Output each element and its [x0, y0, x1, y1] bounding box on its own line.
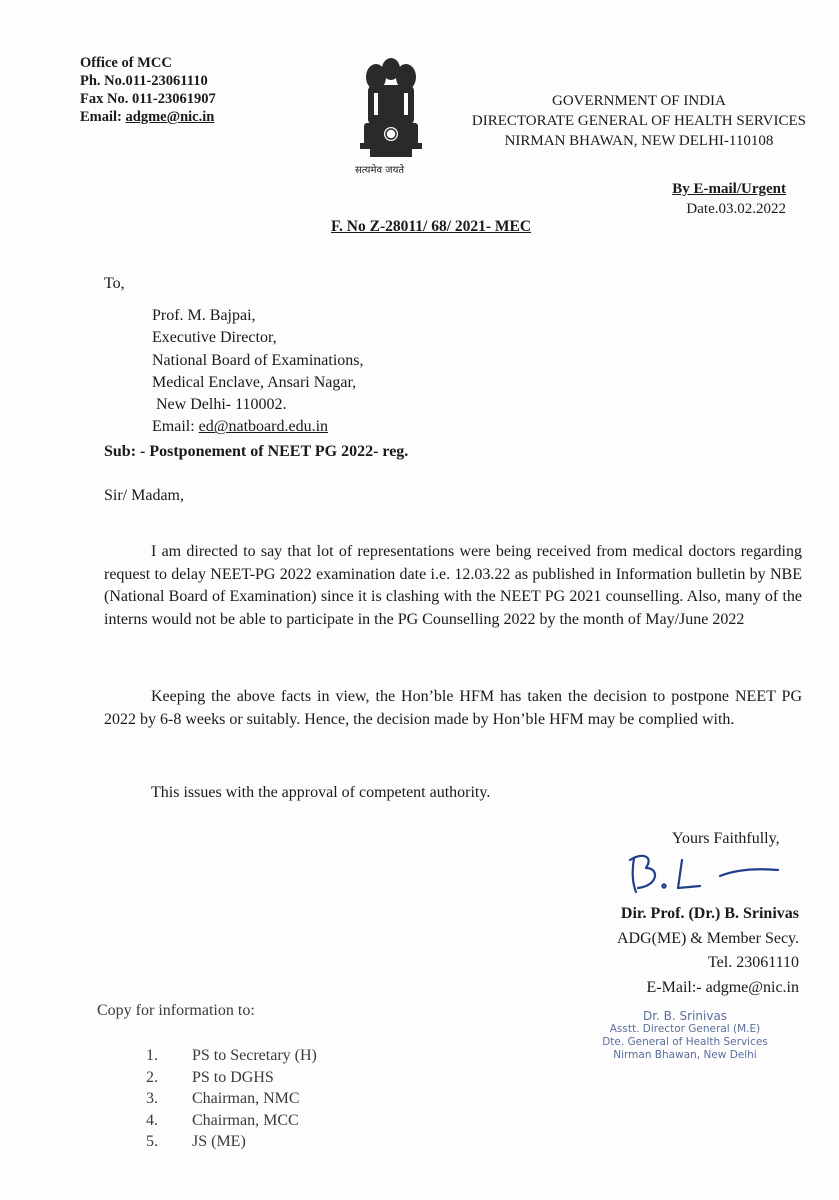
stamp-line: Nirman Bhawan, New Delhi: [613, 1049, 757, 1061]
gov-line: DIRECTORATE GENERAL OF HEALTH SERVICES: [471, 113, 806, 129]
recipient-line: Executive Director,: [152, 329, 277, 347]
letter-date: Date.03.02.2022: [686, 201, 786, 217]
recipient-email-line: [152, 416, 364, 438]
list-text: JS (ME): [192, 1133, 246, 1150]
list-item: [146, 1110, 317, 1132]
list-item: [146, 1131, 317, 1153]
government-header: [472, 91, 806, 151]
body-paragraph: Keeping the above facts in view, the Hon’ble HFM has taken the decision to postpone NEET PG 2022 by 6-8 weeks or suitably. Hence, the decision made by Hon’ble HFM may be complied with.: [104, 688, 802, 728]
body-paragraph: This issues with the approval of competent authority.: [151, 784, 491, 801]
body-paragraph: I am directed to say that lot of representations were being received from medical doctors regarding request to delay NEET-PG 2022 examination date i.e. 12.03.22 as published in Information bulletin by NBE (National Board of Examination) since it is clashing with the NEET PG 2021 counselling. Also, many of the interns would not be able to participate in the PG Counselling 2022 by the month of May/June 2022: [104, 543, 802, 628]
list-text: PS to Secretary (H): [192, 1047, 317, 1064]
signatory-designation: ADG(ME) & Member Secy.: [616, 929, 799, 947]
signatory-tel: Tel. 23061110: [707, 954, 799, 971]
stamp-line: Dte. General of Health Services: [602, 1036, 768, 1048]
list-text: PS to DGHS: [192, 1068, 274, 1086]
copy-list: [146, 1045, 317, 1153]
office-name: Office of MCC: [80, 55, 172, 71]
list-number: 1.: [146, 1047, 158, 1064]
list-item: [146, 1088, 317, 1110]
office-email-label: Email:: [80, 109, 122, 125]
dispatch-info: [672, 179, 786, 219]
copy-heading: Copy for information to:: [97, 1002, 255, 1019]
salutation: Sir/ Madam,: [104, 487, 184, 504]
recipient-address: [152, 305, 364, 439]
list-text: Chairman, MCC: [192, 1111, 299, 1129]
signatory-name: Dir. Prof. (Dr.) B. Srinivas: [620, 905, 799, 922]
office-phone: Ph. No.011-23061110: [80, 73, 208, 89]
recipient-line: National Board of Examinations,: [152, 351, 364, 369]
office-contact-block: [80, 54, 216, 126]
handwritten-signature: [620, 846, 790, 896]
stamp-line: Asstt. Director General (M.E): [609, 1023, 761, 1035]
emblem-motto: सत्यमेव जयते: [355, 165, 405, 176]
list-number: 2.: [146, 1068, 158, 1086]
to-label: To,: [104, 275, 125, 292]
recipient-email-label: Email:: [152, 418, 199, 436]
office-email-link[interactable]: adgme@nic.in: [125, 109, 215, 125]
gov-line: GOVERNMENT OF INDIA: [552, 93, 726, 109]
signatory-block: [617, 902, 799, 1000]
recipient-line: New Delhi- 110002.: [152, 396, 287, 414]
office-email-line: [80, 108, 216, 126]
list-item: [146, 1045, 317, 1067]
gov-line: NIRMAN BHAWAN, NEW DELHI-110108: [504, 133, 774, 149]
stamp-line: Dr. B. Srinivas: [642, 1009, 728, 1023]
signatory-email: E-Mail:- adgme@nic.in: [646, 978, 799, 996]
recipient-email-link[interactable]: ed@natboard.edu.in: [198, 418, 329, 436]
official-stamp: [580, 1010, 790, 1062]
file-number: F. No Z-28011/ 68/ 2021- MEC: [331, 218, 532, 235]
recipient-line: Prof. M. Bajpai,: [152, 307, 256, 324]
closing: Yours Faithfully,: [672, 830, 780, 847]
list-text: Chairman, NMC: [192, 1090, 300, 1107]
list-item: [146, 1067, 317, 1089]
list-number: 5.: [146, 1133, 158, 1150]
dispatch-mode: By E-mail/Urgent: [672, 181, 786, 197]
subject-line: Sub: - Postponement of NEET PG 2022- reg.: [104, 443, 409, 460]
list-number: 4.: [146, 1111, 158, 1129]
list-number: 3.: [146, 1090, 158, 1107]
recipient-line: Medical Enclave, Ansari Nagar,: [152, 373, 357, 391]
office-fax: Fax No. 011-23061907: [80, 91, 216, 107]
